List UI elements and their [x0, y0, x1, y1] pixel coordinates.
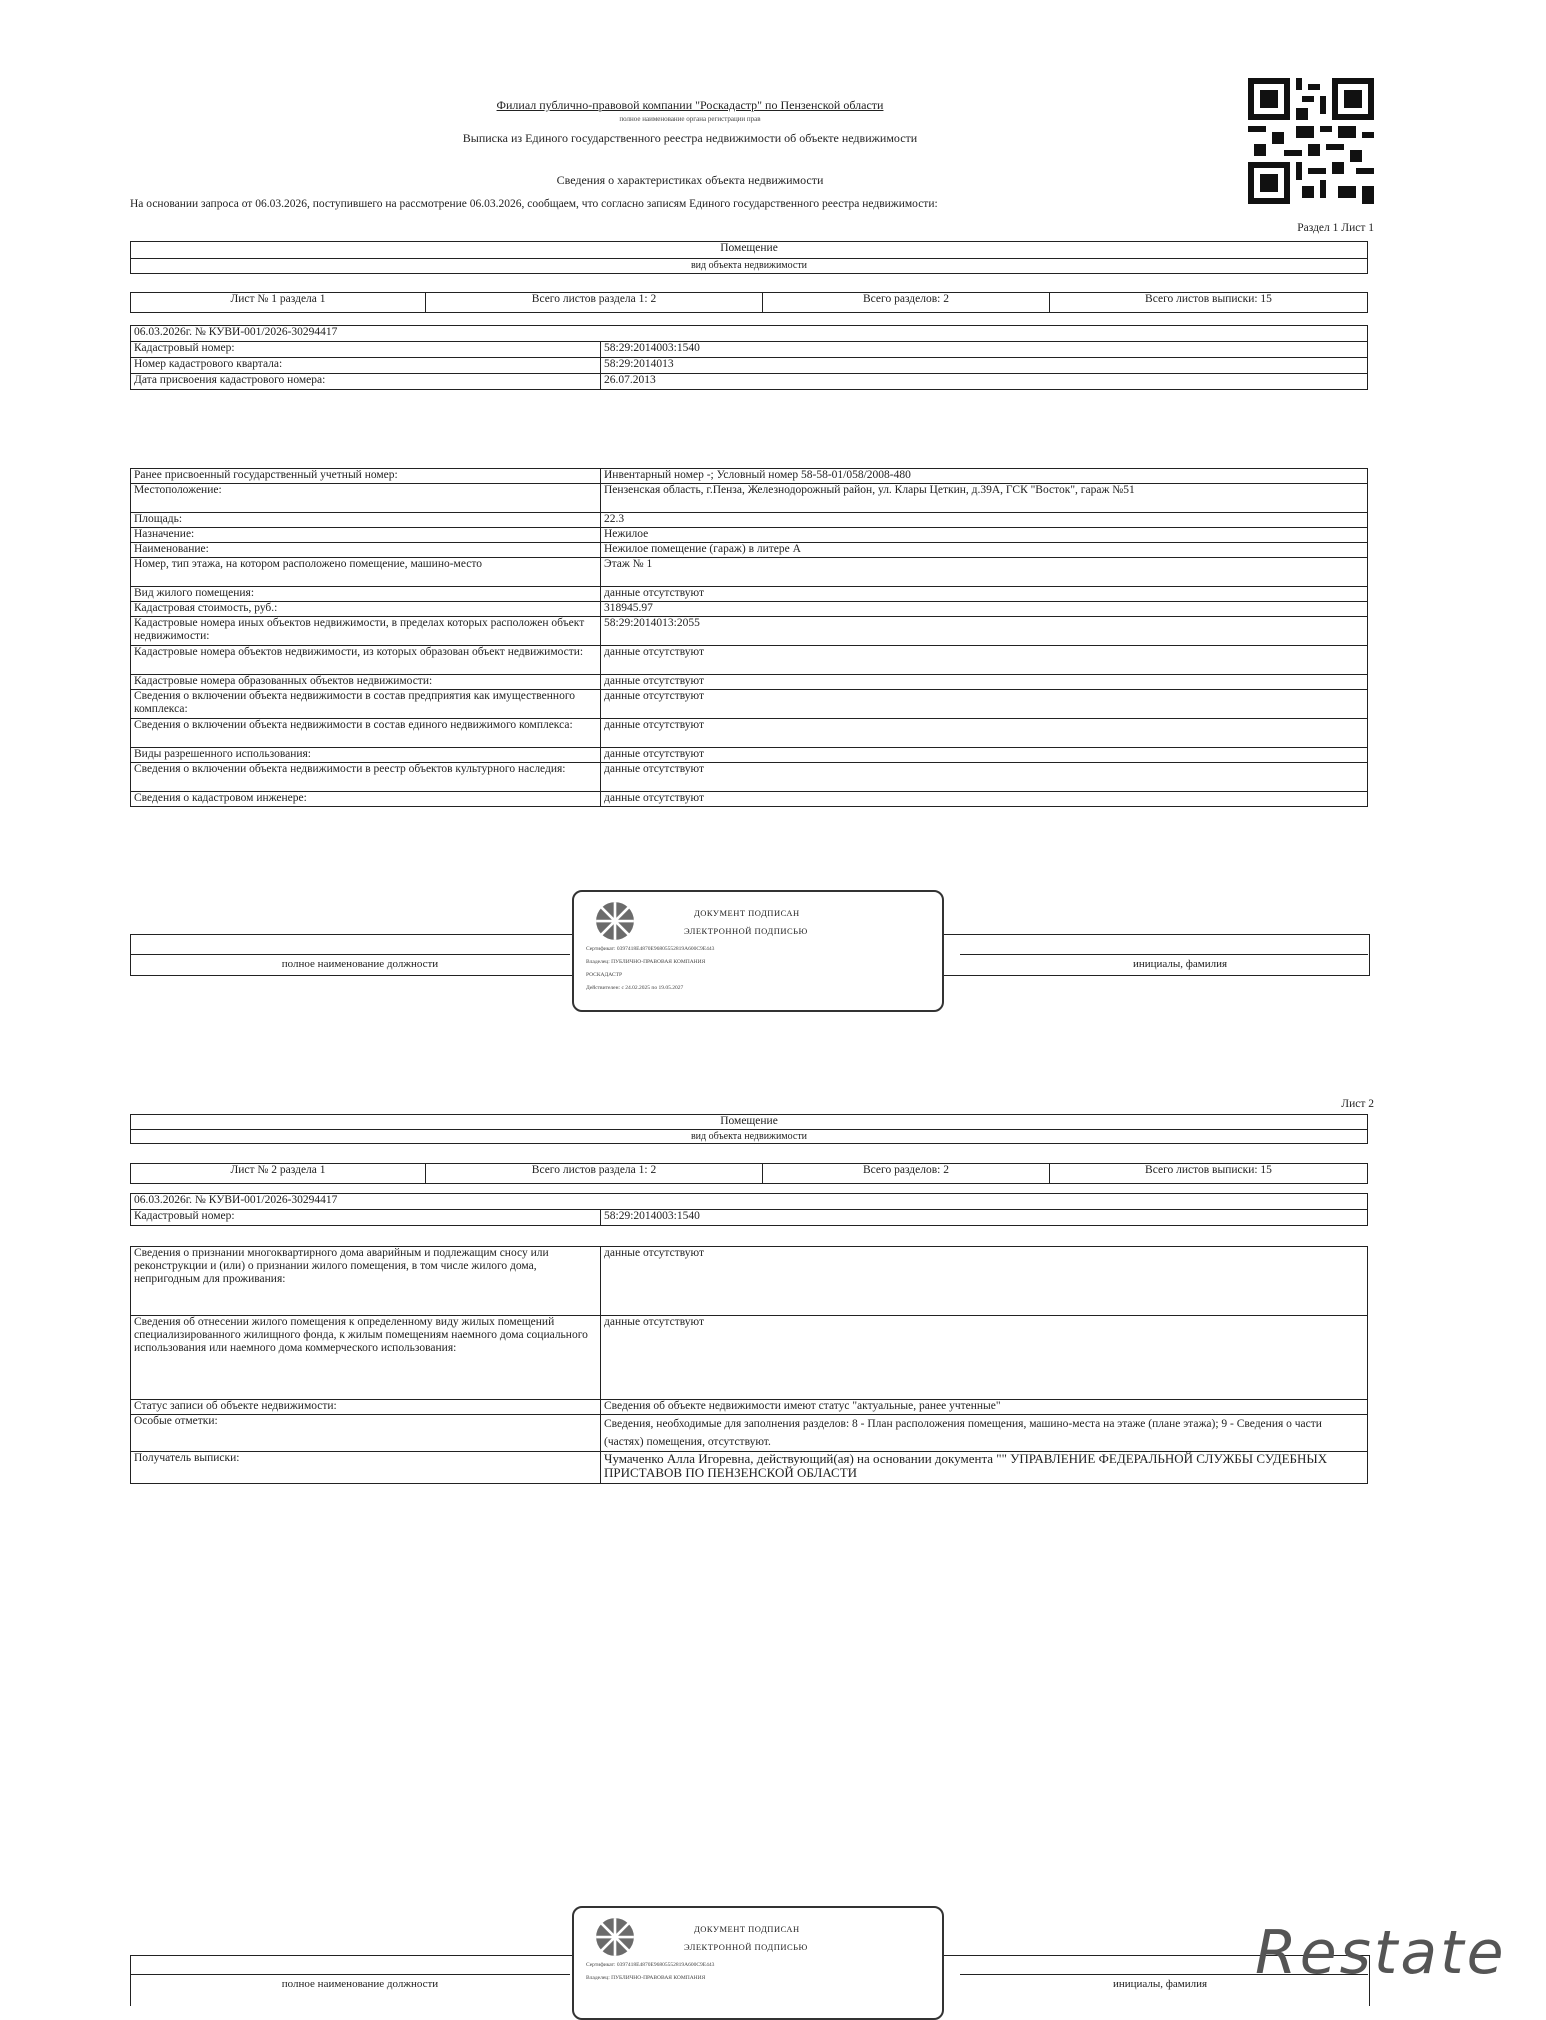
field-label: Кадастровые номера образованных объектов недвижимости: — [131, 675, 601, 690]
stamp-certificate: Сертификат: 0397418E4870E96805552819A600C9E443 — [586, 1962, 715, 1968]
field-label: Площадь: — [131, 513, 601, 528]
field-label: Кадастровая стоимость, руб.: — [131, 602, 601, 617]
field-label: Наименование: — [131, 543, 601, 558]
sheet-info-cell: Всего листов выписки: 15 — [1050, 293, 1368, 313]
object-type-caption: вид объекта недвижимости — [131, 259, 1368, 274]
sheet-info-cell: Лист № 2 раздела 1 — [131, 1164, 426, 1184]
field-label: Номер, тип этажа, на котором расположено помещение, машино-место — [131, 558, 601, 587]
field-label: Сведения о признании многоквартирного дома аварийным и подлежащим сносу или реконструкции и (или) о признании жилого помещения, в том числе жилого дома, непригодным для проживания: — [131, 1247, 601, 1316]
stamp-owner: Владелец: ПУБЛИЧНО-ПРАВОВАЯ КОМПАНИЯ — [586, 1975, 706, 1981]
field-label: Кадастровые номера иных объектов недвижимости, в пределах которых расположен объект недвижимости: — [131, 617, 601, 646]
signature-line — [130, 954, 570, 955]
field-value: данные отсутствуют — [601, 1247, 1368, 1316]
object-type: Помещение — [131, 1115, 1368, 1130]
field-value: 22.3 — [601, 513, 1368, 528]
stamp-certificate: Сертификат: 0397418E4870E96805552819A600C9E443 — [586, 946, 715, 952]
field-label: Сведения о включении объекта недвижимости в состав единого недвижимого комплекса: — [131, 719, 601, 748]
signature-line — [960, 954, 1368, 955]
field-label: Вид жилого помещения: — [131, 587, 601, 602]
field-label: Кадастровый номер: — [131, 342, 601, 358]
qr-code-icon — [1248, 78, 1374, 204]
stamp-line-2: ЭЛЕКТРОННОЙ ПОДПИСЬЮ — [684, 1942, 808, 1952]
sheet-info-cell: Лист № 1 раздела 1 — [131, 293, 426, 313]
field-label: Кадастровые номера объектов недвижимости, из которых образован объект недвижимости: — [131, 646, 601, 675]
field-value: данные отсутствуют — [601, 675, 1368, 690]
field-value: Сведения об объекте недвижимости имеют статус "актуальные, ранее учтенные" — [601, 1400, 1368, 1415]
emblem-icon — [594, 900, 636, 942]
emblem-icon — [594, 1916, 636, 1958]
field-value: Этаж № 1 — [601, 558, 1368, 587]
sheet-info-cell: Всего разделов: 2 — [763, 293, 1050, 313]
field-value: данные отсутствуют — [601, 1316, 1368, 1400]
field-value: данные отсутствуют — [601, 587, 1368, 602]
field-label: Назначение: — [131, 528, 601, 543]
field-value: Нежилое — [601, 528, 1368, 543]
stamp-owner-2: РОСКАДАСТР — [586, 972, 623, 978]
document-number: 06.03.2026г. № КУВИ-001/2026-30294417 — [131, 1194, 1368, 1210]
registry-table-1 — [130, 325, 1368, 390]
field-value: данные отсутствуют — [601, 748, 1368, 763]
field-label: Местоположение: — [131, 484, 601, 513]
field-label: Номер кадастрового квартала: — [131, 358, 601, 374]
registry-table-2 — [130, 468, 1368, 807]
field-value: 58:29:2014003:1540 — [601, 1210, 1368, 1226]
field-label: Статус записи об объекте недвижимости: — [131, 1400, 601, 1415]
field-label: Особые отметки: — [131, 1415, 601, 1452]
field-value: 58:29:2014013:2055 — [601, 617, 1368, 646]
field-label: Дата присвоения кадастрового номера: — [131, 374, 601, 390]
field-value: Пензенская область, г.Пенза, Железнодорожный район, ул. Клары Цеткин, д.39А, ГСК "Восток", гараж №51 — [601, 484, 1368, 513]
name-label: инициалы, фамилия — [1132, 958, 1228, 970]
restate-watermark-logo: Restate — [1255, 1918, 1507, 1988]
sheet-info-cell: Всего листов раздела 1: 2 — [426, 293, 763, 313]
field-value: данные отсутствуют — [601, 646, 1368, 675]
field-label: Получатель выписки: — [131, 1452, 601, 1484]
sheet-info-cell: Всего разделов: 2 — [763, 1164, 1050, 1184]
field-value: данные отсутствуют — [601, 763, 1368, 792]
field-label: Сведения о кадастровом инженере: — [131, 792, 601, 807]
e-signature-stamp — [572, 890, 944, 1012]
field-label: Виды разрешенного использования: — [131, 748, 601, 763]
field-label: Кадастровый номер: — [131, 1210, 601, 1226]
razdel-label: Раздел 1 Лист 1 — [1297, 222, 1374, 234]
registry-table-4 — [130, 1246, 1368, 1484]
stamp-line-1: ДОКУМЕНТ ПОДПИСАН — [694, 1924, 800, 1934]
field-value: 58:29:2014003:1540 — [601, 342, 1368, 358]
field-value: Инвентарный номер -; Условный номер 58-58-01/058/2008-480 — [601, 469, 1368, 484]
object-type-table — [130, 241, 1368, 274]
sheet-info-table — [130, 292, 1368, 313]
stamp-owner: Владелец: ПУБЛИЧНО-ПРАВОВАЯ КОМПАНИЯ — [586, 959, 706, 965]
sheet-2-label: Лист 2 — [1341, 1098, 1374, 1110]
document-subtitle: Сведения о характеристиках объекта недвижимости — [556, 173, 824, 187]
org-subcaption: полное наименование органа регистрации прав — [619, 115, 761, 123]
field-value: 318945.97 — [601, 602, 1368, 617]
field-value: Чумаченко Алла Игоревна, действующий(ая) на основании документа "" УПРАВЛЕНИЕ ФЕДЕРАЛЬНОЙ СЛУЖБЫ СУДЕБНЫХ ПРИСТАВОВ ПО ПЕНЗЕНСКОЙ ОБЛАСТИ — [601, 1452, 1368, 1484]
sheet-info-cell: Всего листов выписки: 15 — [1050, 1164, 1368, 1184]
field-value: 58:29:2014013 — [601, 358, 1368, 374]
sheet-info-cell: Всего листов раздела 1: 2 — [426, 1164, 763, 1184]
field-value: данные отсутствуют — [601, 690, 1368, 719]
registry-table-3 — [130, 1193, 1368, 1226]
object-type-table-2 — [130, 1114, 1368, 1144]
stamp-line-1: ДОКУМЕНТ ПОДПИСАН — [694, 908, 800, 918]
document-number: 06.03.2026г. № КУВИ-001/2026-30294417 — [131, 326, 1368, 342]
field-value: данные отсутствуют — [601, 792, 1368, 807]
org-name: Филиал публично-правовой компании "Роскадастр" по Пензенской области — [496, 98, 884, 112]
document-title: Выписка из Единого государственного реестра недвижимости об объекте недвижимости — [462, 131, 918, 145]
field-value: данные отсутствуют — [601, 719, 1368, 748]
stamp-validity: Действителен: с 24.02.2025 по 19.05.2027 — [586, 985, 684, 991]
field-value: 26.07.2013 — [601, 374, 1368, 390]
e-signature-stamp-2 — [572, 1906, 944, 2020]
field-value: Сведения, необходимые для заполнения разделов: 8 - План расположения помещения, машино-места на этаже (плане этажа); 9 - Сведения о части (частях) помещения, отсутствуют. — [601, 1415, 1368, 1452]
field-value: Нежилое помещение (гараж) в литере А — [601, 543, 1368, 558]
object-type: Помещение — [131, 242, 1368, 259]
sheet-info-table-2 — [130, 1163, 1368, 1184]
field-label: Сведения о включении объекта недвижимости в состав предприятия как имущественного комплекса: — [131, 690, 601, 719]
position-label: полное наименование должности — [281, 958, 439, 970]
name-label: инициалы, фамилия — [1112, 1978, 1208, 1990]
object-type-caption: вид объекта недвижимости — [131, 1130, 1368, 1144]
position-label: полное наименование должности — [281, 1978, 439, 1990]
signature-line — [130, 1974, 570, 1975]
field-label: Ранее присвоенный государственный учетный номер: — [131, 469, 601, 484]
intro-text: На основании запроса от 06.03.2026, поступившего на рассмотрение 06.03.2026, сообщаем, что согласно записям Единого государственного реестра недвижимости: — [130, 198, 938, 210]
field-label: Сведения об отнесении жилого помещения к определенному виду жилых помещений специализированного жилищного фонда, к жилым помещениям наемного дома социального использования или наемного дома коммерческого использования: — [131, 1316, 601, 1400]
stamp-line-2: ЭЛЕКТРОННОЙ ПОДПИСЬЮ — [684, 926, 808, 936]
field-label: Сведения о включении объекта недвижимости в реестр объектов культурного наследия: — [131, 763, 601, 792]
